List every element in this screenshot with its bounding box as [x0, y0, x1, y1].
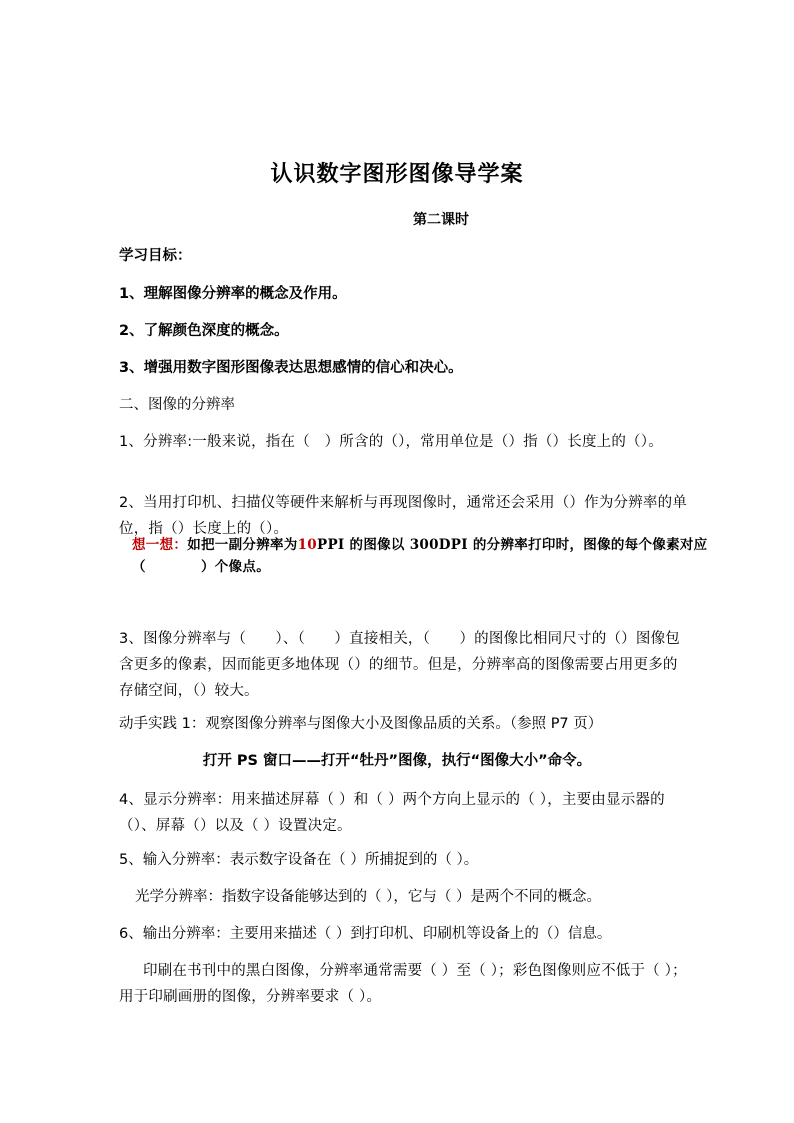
objective-2: 2、了解颜色深度的概念。: [119, 323, 289, 339]
item-3-resolution-relation: 3、图像分辨率与（ ）、（ ）直接相关，（ ）的图像比相同尺寸的（）图像包含更多的像素，因而能更多地体现（）的细节。但是，分辨率高的图像需要占用更多的存储空间，（）较大。: [119, 631, 680, 699]
objective-1: 1、理解图像分辨率的概念及作用。: [119, 286, 347, 302]
item-5-optical-resolution: 光学分辨率：指数字设备能够达到的（ ），它与（ ）是两个不同的概念。: [135, 889, 601, 905]
lesson-subtitle: 第二课时: [413, 212, 469, 228]
think-red-value: 10: [297, 537, 317, 553]
item-4-display-resolution: 4、显示分辨率：用来描述屏幕（ ）和（ ）两个方向上显示的（ ），主要由显示器的（）、屏幕（）以及（ ）设置决定。: [119, 792, 665, 834]
practice-step: 打开 PS 窗口——打开“牡丹”图像，执行“图像大小”命令。: [202, 753, 592, 769]
item-5-input-resolution: 5、输入分辨率：表示数字设备在（ ）所捕捉到的（ ）。: [119, 852, 479, 868]
item-6-output-resolution: 6、输出分辨率：主要用来描述（ ）到打印机、印刷机等设备上的（）信息。: [119, 926, 612, 942]
section-heading: 二、图像的分辨率: [119, 397, 235, 413]
think-question: [132, 534, 722, 578]
item-1-resolution-definition: 1、分辨率:一般来说，指在（ ）所含的（），常用单位是（）指（）长度上的（）。: [119, 434, 663, 450]
objectives-heading: 学习目标：: [119, 248, 192, 264]
item-2-printer-resolution: 2、当用打印机、扫描仪等硬件来解析与再现图像时，通常还会采用（）作为分辨率的单位，指（）长度上的（）。: [119, 495, 688, 537]
think-text-a: 如把一副分辨率为: [187, 537, 298, 553]
practice-heading: 动手实践 1：观察图像分辨率与图像大小及图像品质的关系。（参照 P7 页）: [119, 716, 603, 732]
think-label: 想一想：: [132, 537, 188, 553]
item-6-print-requirements: 印刷在书刊中的黑白图像，分辨率通常需要（ ）至（ ）；彩色图像则应不低于（ ）；用于印刷画册的图像，分辨率要求（ ）。: [119, 963, 687, 1005]
objective-3: 3、增强用数字图形图像表达思想感情的信心和决心。: [119, 360, 463, 376]
think-text-b: PPI 的图像以 300DPI 的分辨率打印时，图像的每个像素对应 （ ）个像点。: [132, 537, 722, 575]
document-title: 认识数字图形图像导学案: [270, 162, 524, 187]
